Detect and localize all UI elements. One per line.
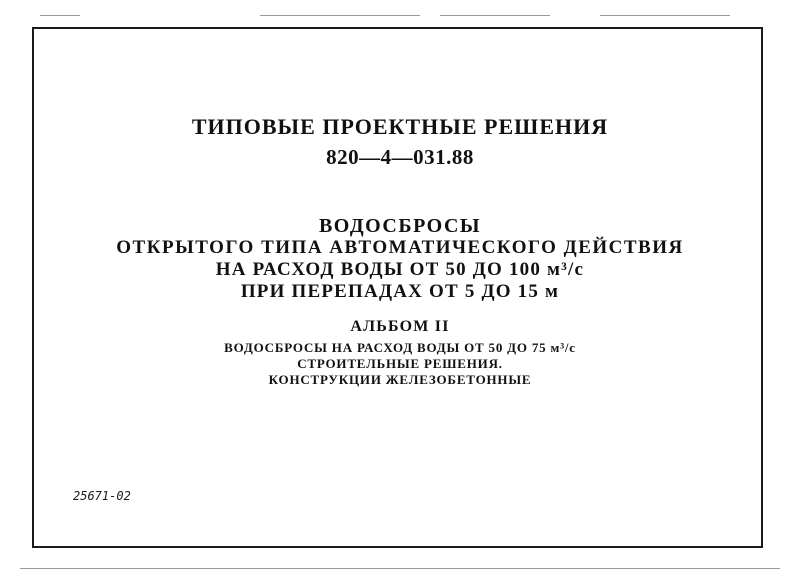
album-label: АЛЬБОМ II [350, 318, 450, 335]
series-number: 820—4—031.88 [326, 145, 474, 169]
album-description-line-1: ВОДОСБРОСЫ НА РАСХОД ВОДЫ ОТ 50 ДО 75 м³/с [224, 340, 576, 355]
scan-mark [600, 15, 730, 16]
scan-mark [20, 568, 780, 569]
main-title-line-1: ВОДОСБРОСЫ [318, 215, 482, 237]
main-title-line-2: ОТКРЫТОГО ТИПА АВТОМАТИЧЕСКОГО ДЕЙСТВИЯ [116, 237, 684, 258]
series-title: ТИПОВЫЕ ПРОЕКТНЫЕ РЕШЕНИЯ [191, 114, 609, 139]
album-description-line-3: КОНСТРУКЦИИ ЖЕЛЕЗОБЕТОННЫЕ [268, 372, 532, 387]
main-title-line-3: НА РАСХОД ВОДЫ ОТ 50 ДО 100 м³/с [215, 259, 585, 280]
scan-mark [40, 15, 80, 16]
inventory-number-stamp: 25671-02 [73, 489, 131, 503]
scan-mark [440, 15, 550, 16]
album-description-line-2: СТРОИТЕЛЬНЫЕ РЕШЕНИЯ. [297, 356, 503, 371]
main-title-line-4: ПРИ ПЕРЕПАДАХ ОТ 5 ДО 15 м [240, 281, 560, 302]
scan-mark [260, 15, 420, 16]
